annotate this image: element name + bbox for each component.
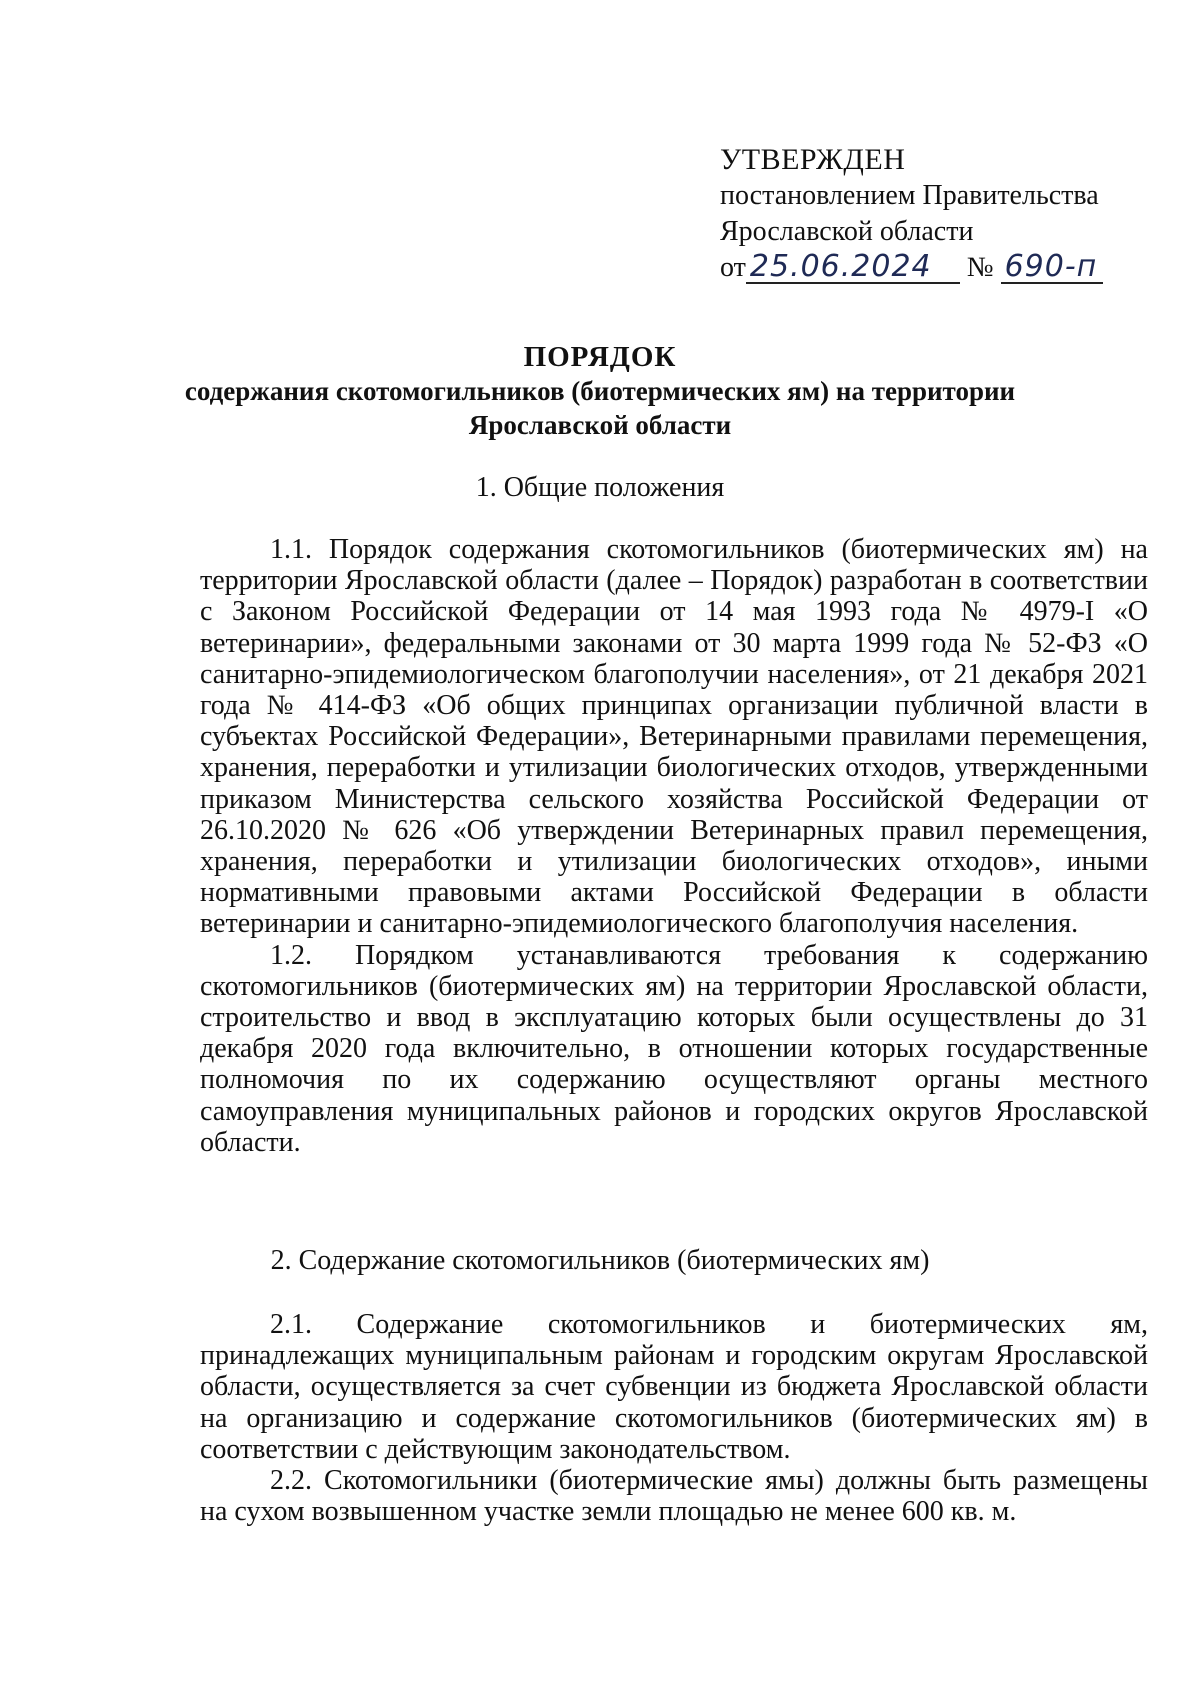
approval-line-region: Ярославской области <box>720 216 974 247</box>
title-subtitle-line1: содержания скотомогильников (биотермических ям) на территории <box>184 376 1016 406</box>
approval-date-number-line <box>720 250 1103 286</box>
paragraph-2-2: 2.2. Скотомогильники (биотермические ямы) должны быть размещены на сухом возвышенном участке земли площадью не менее 600 кв. м. <box>200 1465 1148 1528</box>
document-title <box>0 340 1200 442</box>
handwritten-number: 690-п <box>1001 252 1103 284</box>
section-2-heading: 2. Содержание скотомогильников (биотермических ям) <box>270 1245 930 1276</box>
approval-line-resolution: постановлением Правительства <box>720 180 1099 211</box>
paragraph-1-2: 1.2. Порядком устанавливаются требования к содержанию скотомогильников (биотермических ям) на территории Ярославской области, строительство и ввод в эксплуатацию которых были осуществлены до 31 декабря 2020 года включительно, в отношении которых государственные полномочия по их содержанию осуществляют органы местного самоуправления муниципальных районов и городских округов Ярославской области. <box>200 939 1148 1158</box>
number-prefix: № <box>966 252 994 283</box>
from-prefix: от <box>720 252 746 283</box>
handwritten-date: 25.06.2024 <box>746 252 960 284</box>
title-subtitle-line2: Ярославской области <box>468 410 732 440</box>
paragraph-2-1: 2.1. Содержание скотомогильников и биотермических ям, принадлежащих муниципальным районам и городским округам Ярославской области, осуществляется за счет субвенции из бюджета Ярославской области на организацию и содержание скотомогильников (биотермических ям) в соответствии с действующим законодательством. <box>200 1309 1148 1465</box>
approval-stamp-block <box>720 142 1103 286</box>
section-1-body <box>200 534 1148 1158</box>
paragraph-1-1: 1.1. Порядок содержания скотомогильников (биотермических ям) на территории Ярославской области (далее – Порядок) разработан в соответствии с Законом Российской Федерации от 14 мая 1993 года № 4979-I «О ветеринарии», федеральными законами от 30 марта 1999 года № 52-ФЗ «О санитарно-эпидемиологическом благополучии населения», от 21 декабря 2021 года № 414-ФЗ «Об общих принципах организации публичной власти в субъектах Российской Федерации», Ветеринарными правилами перемещения, хранения, переработки и утилизации биологических отходов, утвержденными приказом Министерства сельского хозяйства Российской Федерации от 26.10.2020 № 626 «Об утверждении Ветеринарных правил перемещения, хранения, переработки и утилизации биологических отходов», иными нормативными правовыми актами Российской Федерации в области ветеринарии и санитарно-эпидемиологического благополучия населения. <box>200 534 1148 940</box>
section-1-heading: 1. Общие положения <box>475 472 725 503</box>
title-main: ПОРЯДОК <box>523 341 677 373</box>
approved-label: УТВЕРЖДЕН <box>720 143 906 176</box>
section-2-body <box>200 1309 1148 1527</box>
